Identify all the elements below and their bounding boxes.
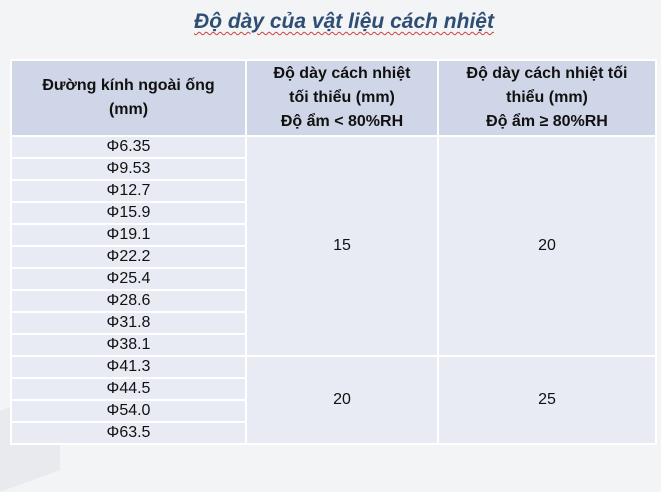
header-thickness-high-rh: Độ dày cách nhiệt tối thiểu (mm) Độ ẩm ≥ 80%RH <box>438 60 656 136</box>
diameter-cell: Φ54.0 <box>11 400 246 422</box>
table-header-row <box>11 60 656 136</box>
thickness-high-rh-group1: 20 <box>438 136 656 356</box>
diameter-cell: Φ12.7 <box>11 180 246 202</box>
diameter-cell: Φ25.4 <box>11 268 246 290</box>
header-outer-diameter: Đường kính ngoài ống (mm) <box>11 60 246 136</box>
thickness-high-rh-group2: 25 <box>438 356 656 444</box>
insulation-thickness-table <box>10 59 657 445</box>
diameter-cell: Φ44.5 <box>11 378 246 400</box>
page-title: Độ dày của vật liệu cách nhiệt <box>194 10 494 33</box>
diameter-cell: Φ41.3 <box>11 356 246 378</box>
diameter-cell: Φ63.5 <box>11 422 246 444</box>
diameter-cell: Φ38.1 <box>11 334 246 356</box>
diameter-cell: Φ9.53 <box>11 158 246 180</box>
diameter-cell: Φ22.2 <box>11 246 246 268</box>
diameter-cell: Φ19.1 <box>11 224 246 246</box>
diameter-cell: Φ28.6 <box>11 290 246 312</box>
diameter-cell: Φ6.35 <box>11 136 246 158</box>
table-row <box>11 356 656 378</box>
thickness-low-rh-group1: 15 <box>246 136 438 356</box>
diameter-cell: Φ15.9 <box>11 202 246 224</box>
table-row <box>11 136 656 158</box>
diameter-cell: Φ31.8 <box>11 312 246 334</box>
thickness-low-rh-group2: 20 <box>246 356 438 444</box>
header-thickness-low-rh: Độ dày cách nhiệt tối thiểu (mm) Độ ẩm < 80%RH <box>246 60 438 136</box>
